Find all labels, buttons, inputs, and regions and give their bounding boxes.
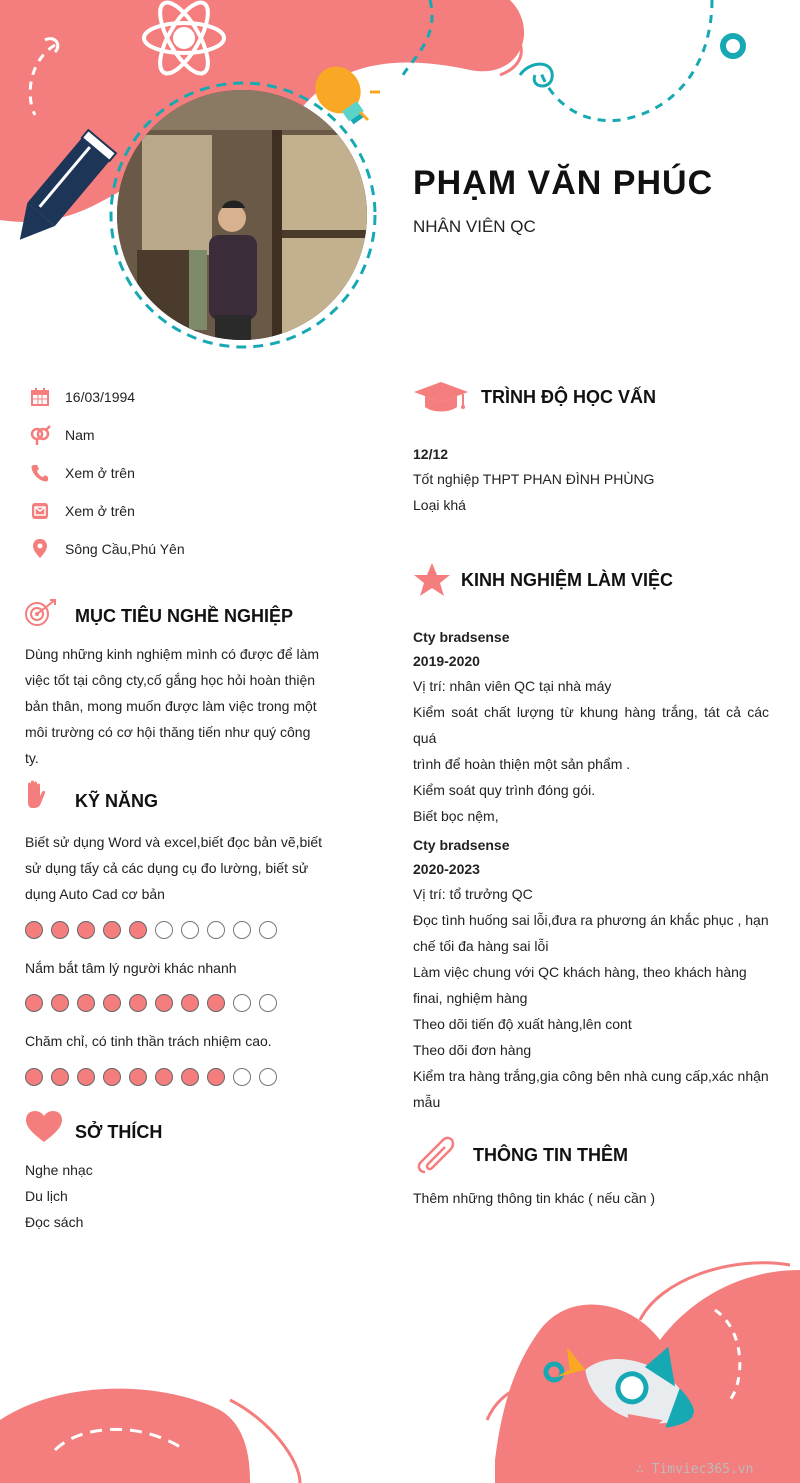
skill-rating [25,921,277,939]
education-period: 12/12 [413,446,449,462]
contact-gender [28,423,95,447]
job-line: Vị trí: nhân viên QC tại nhà máy [413,678,612,694]
calendar-icon [28,385,52,409]
candidate-name: PHẠM VĂN PHÚC [413,164,714,202]
graduation-cap-icon [413,380,469,419]
objective-text [25,641,325,771]
contact-email [28,499,135,523]
address-text: Sông Cầu,Phú Yên [65,541,185,557]
job-title: NHÂN VIÊN QC [413,217,536,236]
rating-dot-empty [155,921,173,939]
job-line: trình để hoàn thiện một sản phẩm . [413,756,631,772]
rating-dot-empty [207,921,225,939]
rating-dot-filled [129,1068,147,1086]
job-description [413,881,769,1115]
rating-dot-empty [233,921,251,939]
rating-dot-filled [51,994,69,1012]
star-icon [413,562,451,603]
skill-line: Chăm chỉ, có tinh thần trách nhiệm cao. [25,1033,272,1049]
profile-photo [117,90,367,340]
skill-line: sử dụng tấy cả các dụng cụ đo lường, biết sử [25,860,309,876]
skill-line: Nắm bắt tâm lý người khác nhanh [25,960,237,976]
education-title: TRÌNH ĐỘ HỌC VẤN [481,387,656,407]
rating-dot-filled [155,994,173,1012]
rating-dot-filled [103,994,121,1012]
hobby-item: Đọc sách [25,1214,84,1230]
skills-title: KỸ NĂNG [75,791,159,811]
rating-dot-filled [51,1068,69,1086]
rating-dot-filled [207,1068,225,1086]
skill-1-text [25,829,325,907]
hobby-item: Nghe nhạc [25,1162,93,1178]
map-pin-icon [28,537,52,561]
paperclip-icon [415,1134,459,1181]
job-line: Kiểm soát chất lượng từ khung hàng trắng, tát cả các quá [413,704,769,746]
education-school: Tốt nghiệp THPT PHAN ĐÌNH PHÙNG [413,471,655,487]
heart-icon [25,1110,63,1149]
skill-3-text [25,1028,325,1054]
job-line: chế tối đa hàng sai lỗi [413,938,549,954]
rating-dot-filled [207,994,225,1012]
target-icon [25,598,59,633]
job-description [413,673,769,829]
job-period: 2020-2023 [413,861,480,877]
rating-dot-empty [181,921,199,939]
rating-dot-filled [181,1068,199,1086]
rating-dot-filled [77,1068,95,1086]
job-line: finai, nghiệm hàng [413,990,528,1006]
rating-dot-filled [103,921,121,939]
job-line: Vị trí: tổ trưởng QC [413,886,533,902]
contact-address [28,537,185,561]
rating-dot-filled [181,994,199,1012]
job-line: Biết bọc nệm, [413,808,499,824]
rating-dot-empty [259,994,277,1012]
rating-dot-filled [77,994,95,1012]
rating-dot-filled [103,1068,121,1086]
objective-line: Dùng những kinh nghiệm mình có được để làm [25,646,320,662]
extra-title: THÔNG TIN THÊM [473,1145,628,1165]
gender-text: Nam [65,427,95,443]
skill-2-text [25,955,325,981]
objective-line: ty. [25,750,39,766]
rating-dot-empty [233,1068,251,1086]
job-period: 2019-2020 [413,653,480,669]
skill-line: Biết sử dụng Word và excel,biết đọc bản vẽ,biết [25,834,323,850]
skill-rating [25,994,277,1012]
rating-dot-filled [129,921,147,939]
job-company: Cty bradsense [413,837,510,853]
rating-dot-empty [259,921,277,939]
job-company: Cty bradsense [413,629,510,645]
education-grade: Loại khá [413,497,466,513]
hobby-item: Du lịch [25,1188,68,1204]
rating-dot-filled [155,1068,173,1086]
skill-rating [25,1068,277,1086]
objective-line: môi trường có cơ hội thăng tiến như quý công [25,724,311,740]
job-line: Làm việc chung với QC khách hàng, theo khách hàng [413,964,747,980]
job-line: Theo dõi tiến độ xuất hàng,lên cont [413,1016,632,1032]
job-line: Kiểm soát quy trình đóng gói. [413,782,596,798]
birthday-text: 16/03/1994 [65,389,136,405]
rating-dot-empty [233,994,251,1012]
job-line: Kiểm tra hàng trắng,gia công bên nhà cung cấp,xác nhận [413,1068,769,1084]
skill-line: dụng Auto Cad cơ bản [25,886,165,902]
rating-dot-filled [25,994,43,1012]
objective-line: bản thân, mong muốn được làm việc trong một [25,698,317,714]
extra-text: Thêm những thông tin khác ( nếu cần ) [413,1190,656,1206]
email-icon [28,499,52,523]
job-line: mẫu [413,1094,441,1110]
gender-icon [28,423,52,447]
phone-text: Xem ở trên [65,465,135,481]
contact-birthday [28,385,136,409]
rating-dot-filled [51,921,69,939]
job-line: Theo dõi đơn hàng [413,1042,532,1058]
contact-phone [28,461,135,485]
rating-dot-filled [129,994,147,1012]
rating-dot-filled [25,921,43,939]
hand-icon [25,780,47,815]
objective-line: việc tốt tại công cty,cố gắng học hỏi hoàn thiện [25,672,316,688]
rating-dot-empty [259,1068,277,1086]
watermark: ∴ Timviec365.vn [636,1462,754,1477]
hobbies-title: SỞ THÍCH [75,1122,163,1142]
objective-title: MỤC TIÊU NGHỀ NGHIỆP [75,606,294,626]
email-text: Xem ở trên [65,503,135,519]
rating-dot-filled [77,921,95,939]
experience-title: KINH NGHIỆM LÀM VIỆC [461,570,674,590]
phone-icon [28,461,52,485]
rating-dot-filled [25,1068,43,1086]
job-line: Đọc tình huống sai lỗi,đưa ra phương án khắc phục , hạn [413,912,769,928]
